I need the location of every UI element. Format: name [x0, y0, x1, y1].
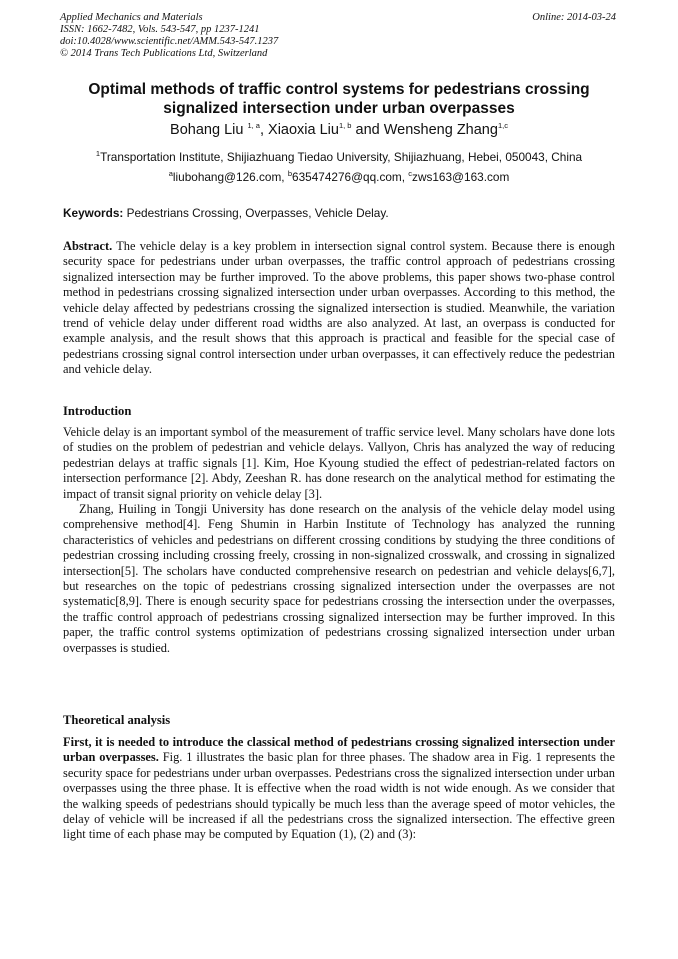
keywords: [63, 206, 618, 220]
online-date: Online: 2014-03-24: [532, 12, 616, 23]
author-name: Wensheng Zhang: [383, 122, 498, 138]
introduction-heading: Introduction: [63, 404, 132, 418]
copyright-line: © 2014 Trans Tech Publications Ltd, Switzerland: [60, 48, 268, 59]
abstract: [63, 239, 615, 378]
email-sup: c: [408, 169, 413, 179]
email-sup: b: [287, 169, 293, 179]
paragraph: Vehicle delay is an important symbol of the measurement of traffic service level. Many scholars have done lots of studies on the problem of pedestrian and vehicle delays. Vallyon, Chris has analyzed the way of reducing pedestrian delays at traffic signals [1]. Kim, Hoe Kyoung studied the effect of pedestrian-related factors on intersection performance [2]. Abdy, Zeeshan R. has done research on the analytical method for estimating the impact of transit signal priority on vehicle delay [3].: [63, 425, 615, 501]
doi-line: doi:10.4028/www.scientific.net/AMM.543-547.1237: [60, 36, 279, 47]
author-name: Bohang Liu: [170, 122, 244, 138]
affiliation-text: Transportation Institute, Shijiazhuang Tiedao University, Shijiazhuang, Hebei, 050043, China: [100, 150, 583, 164]
author-separator: and: [351, 122, 384, 138]
abstract-label: Abstract.: [63, 239, 113, 253]
email-sup: a: [168, 169, 173, 179]
theory-text: Fig. 1 illustrates the basic plan for three phases. The shadow area in Fig. 1 represents the security space for pedestrians under urban overpasses. Pedestrians cross the signalized intersection under urban overpasses using the three phase. It is effective when the road width is not wide enough. As we consider that the walking speeds of pedestrians should typically be much less than the average speed of motor vehicles, the delay of vehicle will be increased if all the pedestrians cross the signalized intersection. The effective green light time of each phase may be computed by Equation (1), (2) and (3):: [63, 750, 615, 842]
email-separator: ,: [281, 170, 288, 184]
author-line: [60, 122, 618, 138]
author-name: Xiaoxia Liu: [268, 122, 339, 138]
affiliation: [60, 150, 618, 164]
introduction-body: [63, 425, 615, 656]
journal-name: Applied Mechanics and Materials: [60, 12, 203, 23]
email-address[interactable]: 635474276@qq.com: [292, 170, 402, 184]
email-address[interactable]: zws163@163.com: [412, 170, 510, 184]
author-separator: ,: [259, 122, 269, 138]
paper-title: Optimal methods of traffic control systems for pedestrians crossing signalized intersection under urban overpasses: [88, 81, 590, 117]
author-sup: 1, a: [247, 121, 260, 131]
email-separator: ,: [401, 170, 409, 184]
journal-header: [60, 12, 278, 60]
author-sup: 1, b: [338, 121, 352, 131]
theory-bold-lead: First, it is needed to introduce the classical method of pedestrians crossing signalized intersection under urban overpasses.: [63, 735, 615, 765]
issn-line: ISSN: 1662-7482, Vols. 543-547, pp 1237-1241: [60, 24, 260, 35]
theory-body: [63, 735, 615, 843]
theory-heading: Theoretical analysis: [63, 713, 171, 727]
affiliation-sup: 1: [95, 149, 101, 159]
email-address[interactable]: liubohang@126.com: [172, 170, 282, 184]
keywords-label: Keywords:: [63, 206, 124, 220]
email-line: [60, 170, 618, 184]
keywords-text: Pedestrians Crossing, Overpasses, Vehicle Delay.: [123, 206, 389, 220]
author-sup: 1,c: [497, 121, 508, 131]
paragraph: Zhang, Huiling in Tongji University has done research on the analysis of the vehicle delay model using comprehensive method[4]. Feng Shumin in Harbin Institute of Technology has analyzed the running characteristics of vehicles and pedestrians on different crossing conditions by studying the three conditions of pedestrian crossing including crossing freely, crossing in non-signalized crosswalk, and crossing in signalized intersection[5]. The scholars have conducted comprehensive research on pedestrian and vehicle delays[6,7], but researches on the topic of pedestrians crossing signalized intersection under the overpasses are not systematic[8,9]. There is enough security space for pedestrians crossing the intersection under the overpasses, the traffic control approach of pedestrians crossing signalized intersection may be further improved. In this paper, the traffic control systems optimization of pedestrians crossing signalized intersection under urban overpasses is studied.: [63, 502, 615, 655]
abstract-text: The vehicle delay is a key problem in intersection signal control system. Because there is enough security space for pedestrians under urban overpasses, the traffic control approach of pedestrians crossing signalized intersection may be further improved. To the above problems, this paper shows two-phase control method in pedestrians crossing signalized intersection under urban overpasses. According to this method, the vehicle delay affected by pedestrians crossing the signalized intersection is studied. Meanwhile, the variation trend of vehicle delay under different road widths are also analyzed. At last, an overpass is conducted for example analysis, and the result shows that this approach is practical and feasible for the special case of pedestrians crossing signal control intersection under urban overpasses, it can effectively reduce the pedestrian and vehicle delay.: [63, 239, 615, 377]
